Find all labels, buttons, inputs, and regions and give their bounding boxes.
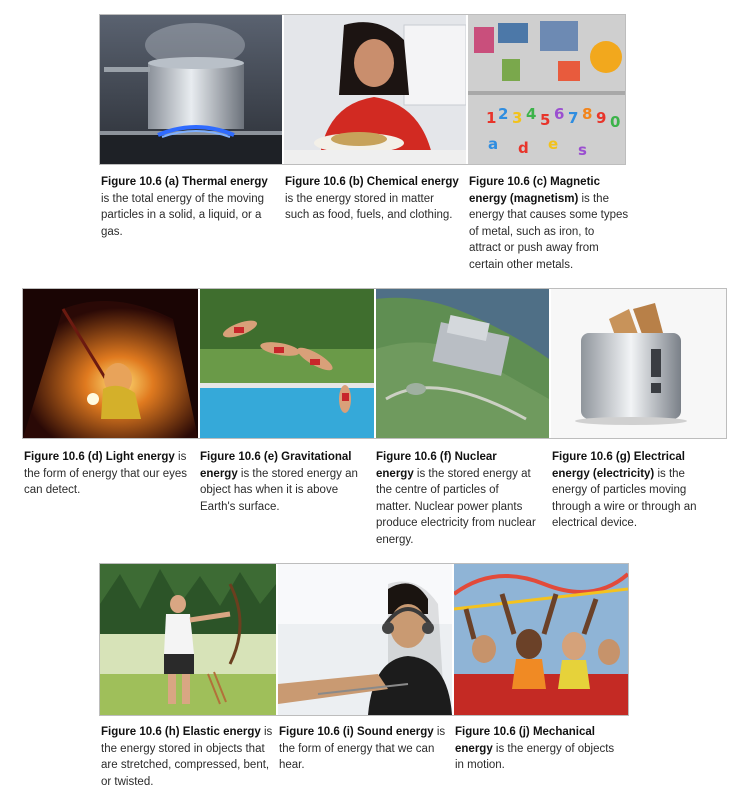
figure-h-caption	[101, 724, 273, 790]
thermal-photo	[100, 15, 282, 164]
svg-text:1: 1	[486, 109, 497, 127]
figure-d-caption	[24, 449, 196, 499]
figure-j-caption	[455, 724, 623, 774]
figure-h-text: is the energy stored in objects that are stretched, compressed, bent, or twisted.	[101, 726, 273, 788]
figure-j-label: Figure 10.6 (j) Mechanical energy	[455, 726, 595, 755]
svg-text:e: e	[548, 135, 559, 153]
gravitational-photo	[200, 289, 374, 438]
figure-f-caption	[376, 449, 536, 548]
light-photo	[23, 289, 198, 438]
figure-g-text: is the energy of particles moving through a wire or through an electrical device.	[552, 467, 697, 529]
figure-g-caption	[552, 449, 720, 532]
svg-text:6: 6	[554, 105, 565, 123]
figure-d-label: Figure 10.6 (d) Light energy	[24, 451, 175, 463]
figure-j-text: is the energy of objects in motion.	[455, 742, 615, 771]
figure-e-label: Figure 10.6 (e) Gravitational energy	[200, 451, 352, 480]
figure-f-text: is the stored energy at the centre of particles of matter. Nuclear power plants produce electricity from nuclear energy.	[376, 467, 536, 546]
figure-h-label: Figure 10.6 (h) Elastic energy	[101, 726, 261, 738]
figure-f-label: Figure 10.6 (f) Nuclear energy	[376, 451, 497, 480]
figure-d-text: is the form of energy that our eyes can detect.	[24, 451, 188, 496]
svg-text:7: 7	[568, 109, 579, 127]
magnetic-photo	[468, 15, 625, 164]
mechanical-photo	[454, 564, 628, 715]
figure-e-caption	[200, 449, 360, 515]
svg-text:9: 9	[596, 109, 607, 127]
svg-text:3: 3	[512, 109, 523, 127]
svg-text:d: d	[518, 139, 529, 157]
figure-i-label: Figure 10.6 (i) Sound energy	[279, 726, 434, 738]
figure-i-caption	[279, 724, 447, 774]
figure-c-text: is the energy that causes some types of metal, such as iron, to attract or push away from certain other metals.	[469, 192, 629, 271]
figure-c-caption	[469, 174, 629, 273]
svg-text:5: 5	[540, 111, 551, 129]
figure-b-caption	[285, 174, 461, 224]
figure-b-label: Figure 10.6 (b) Chemical energy	[285, 176, 459, 188]
figure-i-text: is the form of energy that we can hear.	[279, 726, 446, 771]
figure-a-caption	[101, 174, 277, 240]
svg-text:4: 4	[526, 105, 537, 123]
figure-e-text: is the stored energy an object has when it is above Earth's surface.	[200, 467, 358, 513]
nuclear-photo	[376, 289, 549, 438]
svg-text:a: a	[488, 135, 499, 153]
figure-a-text: is the total energy of the moving particles in a solid, a liquid, or a gas.	[101, 192, 265, 238]
figure-c-label: Figure 10.6 (c) Magnetic energy (magnetism)	[469, 176, 601, 205]
sound-photo	[278, 564, 452, 715]
svg-text:s: s	[578, 141, 587, 159]
elastic-photo	[100, 564, 276, 715]
figure-g-label: Figure 10.6 (g) Electrical energy (electricity)	[552, 451, 685, 480]
figure-b-text: is the energy stored in matter such as food, fuels, and clothing.	[285, 192, 453, 221]
electrical-photo	[551, 289, 726, 438]
svg-text:0: 0	[610, 113, 621, 131]
svg-text:2: 2	[498, 105, 509, 123]
svg-text:8: 8	[582, 105, 593, 123]
figure-a-label: Figure 10.6 (a) Thermal energy	[101, 176, 268, 188]
chemical-photo	[284, 15, 466, 164]
